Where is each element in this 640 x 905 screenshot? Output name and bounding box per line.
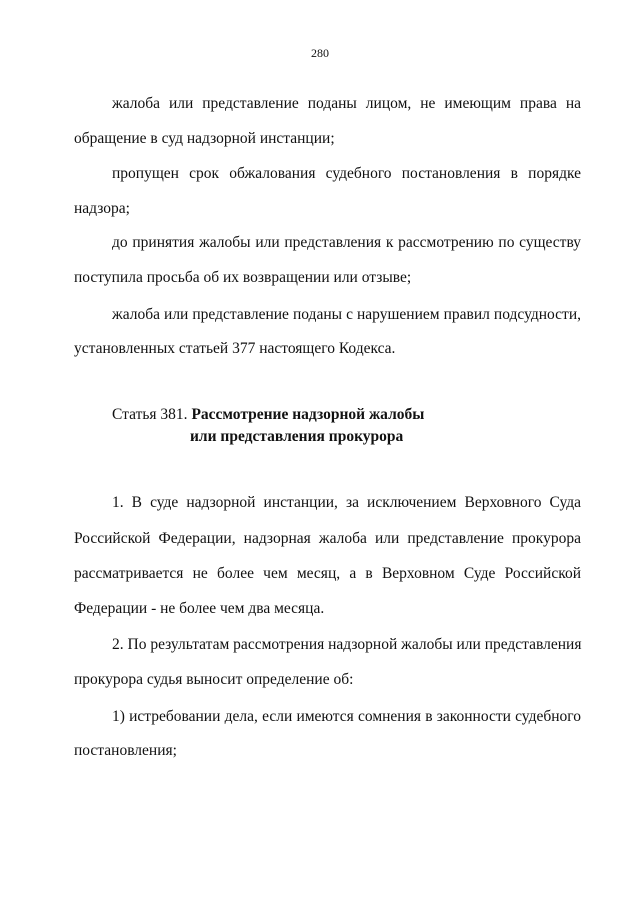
- text-line: надзора;: [74, 200, 130, 217]
- text-line: 2. По результатам рассмотрения надзорной жалобы или представления: [112, 636, 582, 653]
- article-heading-line2: [190, 428, 403, 446]
- text-line: постановления;: [74, 742, 177, 759]
- article-title-continued: или представления прокурора: [190, 428, 404, 445]
- text-line: рассматривается не более чем месяц, а в Верховном Суде Российской: [74, 565, 581, 582]
- article-title: Рассмотрение надзорной жалобы: [191, 406, 425, 423]
- article-number: Статья 381.: [112, 406, 188, 423]
- page-number: 280: [311, 46, 329, 60]
- text-line: Российской Федерации, надзорная жалоба или представление прокурора: [74, 530, 581, 547]
- text-line: жалоба или представление поданы с нарушением правил подсудности,: [112, 306, 581, 323]
- text-line: пропущен срок обжалования судебного постановления в порядке: [112, 165, 581, 182]
- article-heading-line1: [112, 406, 424, 424]
- text-line: жалоба или представление поданы лицом, не имеющим права на: [112, 95, 581, 112]
- text-line: поступила просьба об их возвращении или отзыве;: [74, 269, 412, 286]
- text-line: прокурора судья выносит определение об:: [74, 671, 354, 688]
- text-line: Федерации - не более чем два месяца.: [74, 600, 325, 617]
- text-line: 1. В суде надзорной инстанции, за исключением Верховного Суда: [112, 494, 581, 511]
- text-line: 1) истребовании дела, если имеются сомнения в законности судебного: [112, 708, 581, 725]
- text-line: обращение в суд надзорной инстанции;: [74, 130, 335, 147]
- text-line: до принятия жалобы или представления к рассмотрению по существу: [112, 234, 581, 251]
- text-line: установленных статьей 377 настоящего Кодекса.: [74, 340, 396, 357]
